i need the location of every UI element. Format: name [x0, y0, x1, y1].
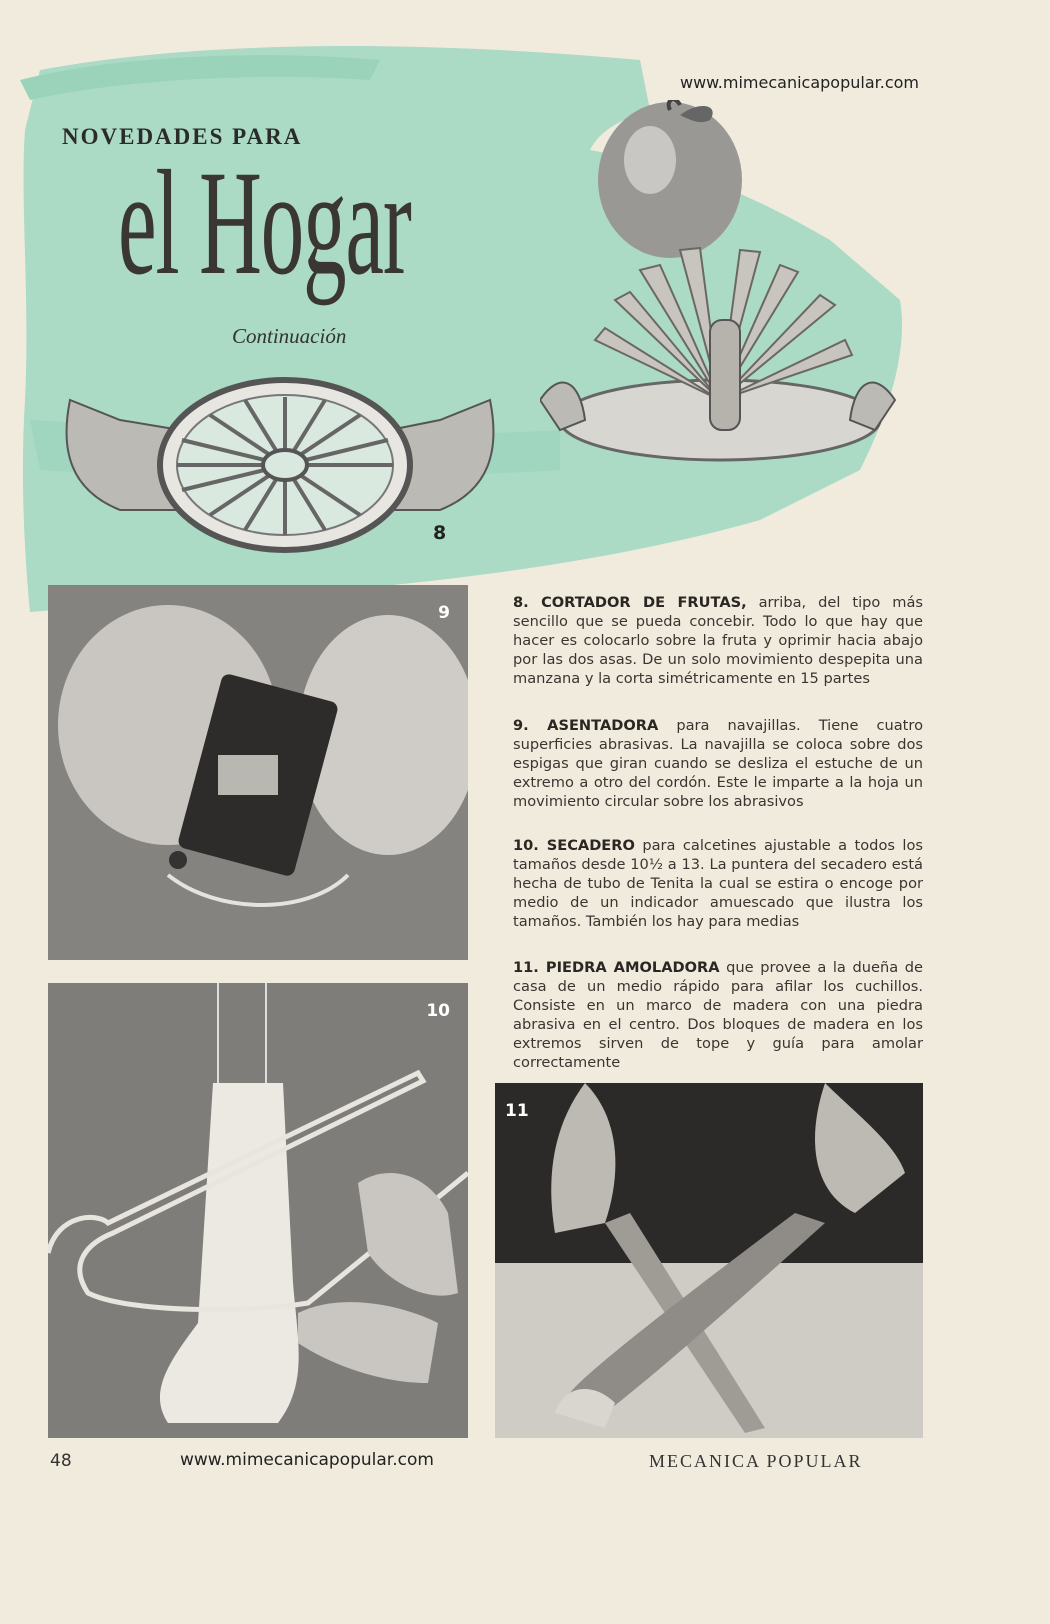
article-11-heading: 11. PIEDRA AMOLADORA [513, 959, 720, 976]
figure-9-label: 9 [438, 603, 450, 623]
photo-razor-sharpener [48, 585, 468, 960]
footer-url: www.mimecanicapopular.com [180, 1450, 434, 1470]
title-kicker: NOVEDADES PARA [62, 124, 303, 149]
article-9-body: para navajillas. Tiene cuatro superficies abrasivas. La navajilla se coloca sobre dos espigas que giran cuando se desliza el estuche de un extremo a otro del cordón. Este le imparte a la hoja un movimiento circular sobre los abrasivos [513, 717, 924, 810]
article-10-heading: 10. SECADERO [513, 837, 635, 854]
article-8 [513, 593, 923, 688]
article-10-body: para calcetines ajustable a todos los tamaños desde 10½ a 13. La puntera del secadero está hecha de tubo de Tenita la cual se estira o encoge por medio de un indicador amuescado que ilustra los tamaños. También los hay para medias [513, 837, 923, 930]
article-10 [513, 836, 923, 931]
header-url: www.mimecanicapopular.com [680, 73, 919, 92]
photo-sock-dryer [48, 983, 468, 1438]
article-8-heading: 8. CORTADOR DE FRUTAS, [513, 594, 747, 611]
article-8-body: arriba, del tipo más sencillo que se pueda concebir. Todo lo que hay que hacer es colocarlo sobre la fruta y oprimir hacia abajo por las dos asas. De un solo movimiento despepita una manzana y la corta simétricamente en 15 partes [513, 594, 924, 687]
magazine-name: MECANICA POPULAR [649, 1451, 863, 1471]
article-9 [513, 716, 923, 811]
figure-8-label: 8 [433, 522, 447, 544]
page-number: 48 [50, 1451, 72, 1471]
photo-knife-sharpener [495, 1083, 923, 1438]
article-11-body: que provee a la dueña de casa de un medio rápido para afilar los cuchillos. Consiste en un marco de madera con una piedra abrasiva en el centro. Dos bloques de madera en los extremos sirven de tope y guía para amolar correctamente [513, 959, 923, 1071]
page-subtitle: Continuación [232, 324, 347, 348]
page-title: el Hogar [118, 140, 411, 306]
figure-11-label: 11 [505, 1101, 529, 1121]
apple-slices-illustration [540, 100, 900, 500]
figure-10-label: 10 [426, 1001, 450, 1021]
article-11 [513, 958, 923, 1072]
article-9-heading: 9. ASENTADORA [513, 717, 659, 734]
